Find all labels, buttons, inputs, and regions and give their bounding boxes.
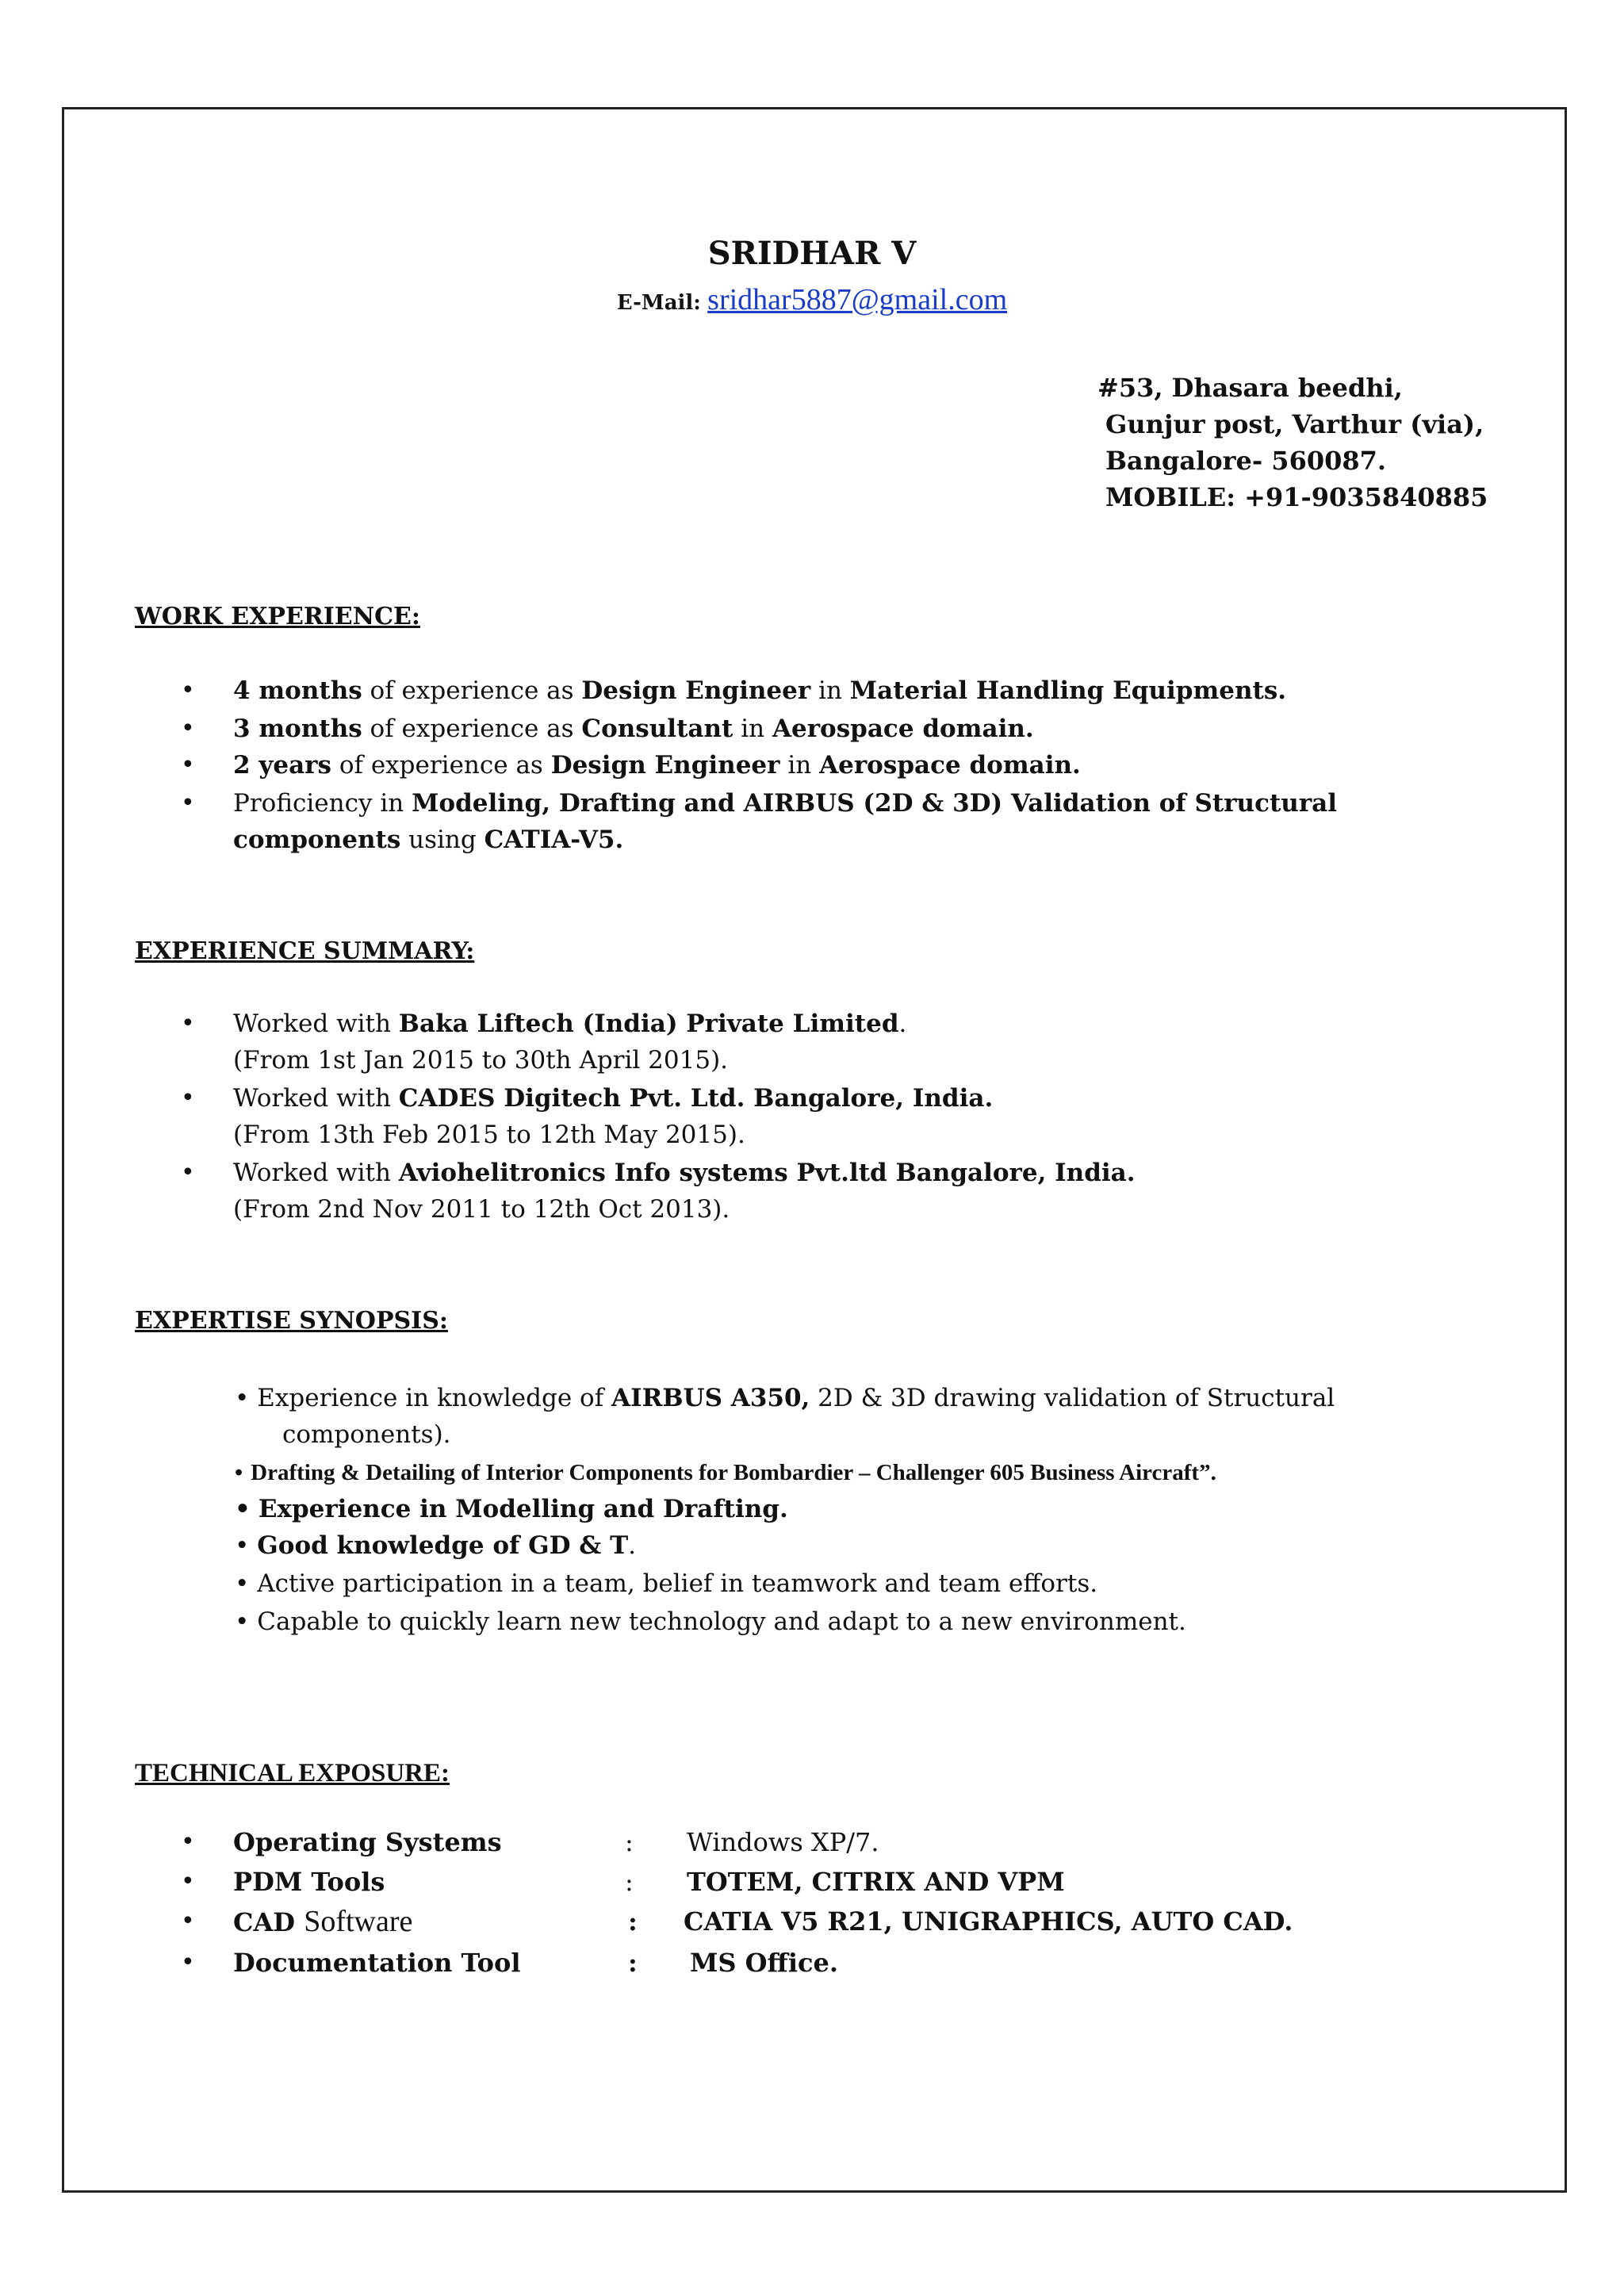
section-heading-experience-summary: EXPERIENCE SUMMARY:	[135, 937, 475, 965]
address-line-3: Bangalore- 560087.	[1105, 446, 1387, 476]
bullet-icon: •	[235, 1460, 243, 1485]
bullet-icon: •	[181, 1868, 195, 1895]
bullet-icon: •	[235, 1531, 250, 1560]
bullet-icon: •	[181, 715, 195, 742]
bullet-icon: •	[181, 1159, 195, 1186]
bullet-icon: •	[181, 1828, 195, 1856]
bullet-icon: •	[235, 1495, 251, 1523]
bullet-icon: •	[181, 676, 195, 704]
section-heading-work-experience: WORK EXPERIENCE:	[135, 603, 420, 630]
email-label: E-Mail:	[616, 291, 701, 315]
bullet-icon: •	[235, 1607, 250, 1636]
address-block	[1097, 370, 1488, 515]
candidate-name: SRIDHAR V	[707, 235, 917, 272]
bullet-icon: •	[181, 751, 195, 779]
bullet-icon: •	[181, 1907, 195, 1935]
bullet-icon: •	[235, 1569, 250, 1598]
section-heading-expertise-synopsis: EXPERTISE SYNOPSIS:	[135, 1307, 448, 1335]
bullet-icon: •	[181, 1948, 195, 1976]
email-link[interactable]: sridhar5887@gmail.com	[707, 283, 1008, 316]
email-line	[0, 282, 1624, 317]
address-line-1: #53, Dhasara beedhi,	[1097, 373, 1403, 403]
bullet-icon: •	[181, 1084, 195, 1112]
address-line-2: Gunjur post, Varthur (via),	[1105, 409, 1484, 439]
bullet-icon: •	[235, 1384, 250, 1412]
bullet-icon: •	[181, 1010, 195, 1037]
bullet-icon: •	[181, 789, 195, 817]
section-heading-technical-exposure: TECHNICAL EXPOSURE:	[135, 1759, 450, 1787]
mobile-line: MOBILE: +91-9035840885	[1105, 482, 1488, 512]
